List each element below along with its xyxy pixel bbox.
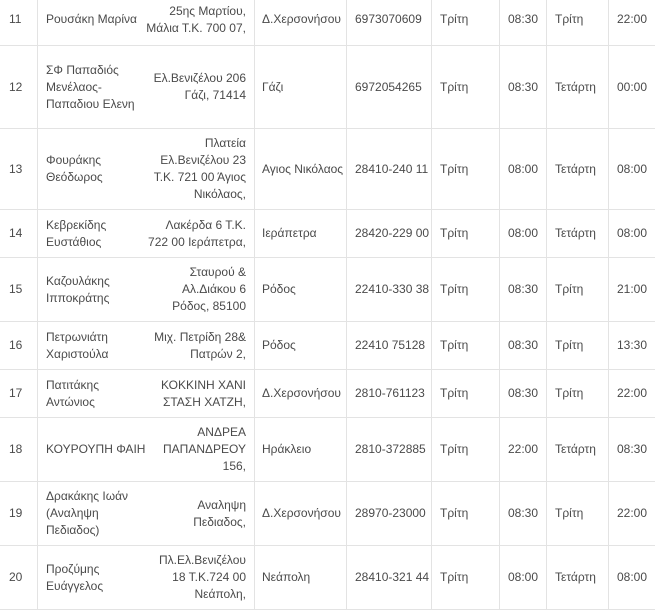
day-to-text: Τετάρτη (555, 442, 596, 456)
cell-pharmacist-name (46, 46, 146, 128)
cell-day-to (555, 370, 609, 417)
pharmacist-name-text: Φουράκης Θεόδωρος (46, 153, 103, 184)
pharmacist-name-text: Ρουσάκη Μαρίνα (46, 12, 137, 26)
cell-area (262, 129, 346, 209)
table-row (0, 418, 655, 482)
day-to-text: Τρίτη (555, 386, 584, 400)
column-divider (37, 370, 38, 417)
cell-area (262, 210, 346, 257)
column-divider (431, 46, 432, 128)
day-from-text: Τρίτη (440, 282, 469, 296)
cell-time-to (617, 129, 655, 209)
cell-phone (355, 0, 431, 45)
cell-time-to (617, 546, 655, 609)
cell-row-number (9, 258, 33, 321)
cell-pharmacist-name (46, 482, 146, 545)
column-divider (346, 370, 347, 417)
area-text: Δ.Χερσονήσου (262, 386, 341, 400)
cell-row-number (9, 482, 33, 545)
day-from-text: Τρίτη (440, 12, 469, 26)
column-divider (431, 129, 432, 209)
column-divider (37, 0, 38, 45)
cell-time-to (617, 0, 655, 45)
cell-time-to (617, 370, 655, 417)
cell-time-from (508, 322, 548, 369)
cell-day-to (555, 129, 609, 209)
address-text: 25ης Μαρτίου, Μάλια Τ.Κ. 700 07, (146, 3, 246, 35)
table-row (0, 482, 655, 546)
cell-time-from (508, 482, 548, 545)
day-from-text: Τρίτη (440, 570, 469, 584)
time-to-text: 08:00 (617, 226, 648, 240)
cell-day-from (440, 210, 500, 257)
cell-day-to (555, 46, 609, 128)
cell-time-to (617, 482, 655, 545)
cell-phone (355, 210, 431, 257)
area-text: Νεάπολη (262, 570, 311, 584)
time-to-text: 22:00 (617, 12, 648, 26)
column-divider (37, 258, 38, 321)
cell-time-to (617, 322, 655, 369)
pharmacist-name-text: ΚΟΥΡΟΥΠΗ ΦΑΙΗ (46, 442, 146, 456)
cell-row-number (9, 322, 33, 369)
cell-day-to (555, 546, 609, 609)
day-from-text: Τρίτη (440, 226, 469, 240)
cell-day-from (440, 0, 500, 45)
cell-address (146, 258, 246, 321)
cell-time-from (508, 258, 548, 321)
column-divider (431, 322, 432, 369)
cell-phone (355, 370, 431, 417)
time-from-text: 08:30 (508, 338, 539, 352)
time-from-text: 08:00 (508, 161, 539, 176)
cell-phone (355, 546, 431, 609)
pharmacist-name-text: Καζουλάκης Ιπποκράτης (46, 273, 110, 305)
row-number-text: 11 (9, 12, 22, 26)
cell-area (262, 418, 346, 481)
column-divider (431, 546, 432, 609)
day-to-text: Τετάρτη (555, 226, 596, 240)
column-divider (346, 129, 347, 209)
cell-phone (355, 322, 431, 369)
time-from-text: 08:30 (508, 506, 539, 520)
time-to-text: 08:30 (617, 442, 648, 456)
column-divider (254, 129, 255, 209)
row-number-text: 17 (9, 386, 23, 400)
row-number-text: 13 (9, 161, 23, 176)
column-divider (37, 322, 38, 369)
time-to-text: 08:00 (617, 161, 648, 176)
column-divider (431, 210, 432, 257)
cell-day-to (555, 258, 609, 321)
day-from-text: Τρίτη (440, 506, 469, 520)
cell-pharmacist-name (46, 210, 146, 257)
column-divider (346, 546, 347, 609)
time-from-text: 08:30 (508, 12, 539, 26)
day-from-text: Τρίτη (440, 338, 469, 352)
time-from-text: 08:30 (508, 79, 539, 94)
column-divider (431, 418, 432, 481)
table-row (0, 0, 655, 46)
time-to-text: 13:30 (617, 338, 648, 352)
cell-pharmacist-name (46, 546, 146, 609)
pharmacist-name-text: Πατιτάκης Αντώνιος (46, 377, 99, 409)
cell-time-from (508, 0, 548, 45)
cell-row-number (9, 210, 33, 257)
cell-pharmacist-name (46, 418, 146, 481)
cell-day-to (555, 322, 609, 369)
cell-time-from (508, 546, 548, 609)
cell-day-to (555, 0, 609, 45)
phone-text: 2810-761123 (355, 386, 425, 400)
cell-time-to (617, 258, 655, 321)
day-from-text: Τρίτη (440, 442, 469, 456)
column-divider (37, 129, 38, 209)
time-to-text: 22:00 (617, 506, 648, 520)
row-number-text: 19 (9, 506, 23, 520)
address-text: Μιχ. Πετρίδη 28& Πατρών 2, (154, 329, 246, 361)
cell-time-to (617, 46, 655, 128)
table-row (0, 46, 655, 129)
pharmacist-name-text: Προζύμης Ευάγγελος (46, 561, 104, 593)
address-text: ΚΟΚΚΙΝΗ ΧΑΝΙ ΣΤΑΣΗ ΧΑΤΖΗ, (161, 377, 246, 409)
table-row (0, 258, 655, 322)
phone-text: 6973070609 (355, 12, 422, 26)
cell-address (146, 546, 246, 609)
cell-address (146, 0, 246, 45)
day-from-text: Τρίτη (440, 161, 469, 176)
cell-area (262, 370, 346, 417)
time-from-text: 08:00 (508, 570, 539, 584)
cell-pharmacist-name (46, 370, 146, 417)
column-divider (37, 210, 38, 257)
column-divider (346, 258, 347, 321)
area-text: Ρόδος (262, 338, 296, 352)
cell-time-from (508, 418, 548, 481)
address-text: Ελ.Βενιζέλου 206 Γάζι, 71414 (153, 71, 246, 102)
column-divider (254, 546, 255, 609)
cell-day-to (555, 482, 609, 545)
cell-row-number (9, 46, 33, 128)
cell-pharmacist-name (46, 322, 146, 369)
phone-text: 28970-23000 (355, 506, 426, 520)
area-text: Δ.Χερσονήσου (262, 506, 341, 520)
cell-day-from (440, 322, 500, 369)
day-to-text: Τρίτη (555, 282, 584, 296)
time-from-text: 08:00 (508, 226, 539, 240)
cell-phone (355, 418, 431, 481)
cell-day-to (555, 418, 609, 481)
column-divider (254, 482, 255, 545)
column-divider (346, 210, 347, 257)
time-from-text: 08:30 (508, 386, 539, 400)
area-text: Γάζι (262, 79, 284, 94)
cell-day-from (440, 546, 500, 609)
cell-phone (355, 46, 431, 128)
cell-pharmacist-name (46, 129, 146, 209)
day-to-text: Τετάρτη (555, 161, 596, 176)
cell-address (146, 322, 246, 369)
pharmacist-name-text: Δρακάκης Ιωάν (Αναληψη Πεδιαδος) (46, 489, 129, 537)
day-from-text: Τρίτη (440, 79, 469, 94)
row-number-text: 15 (9, 282, 23, 296)
address-text: Πλ.Ελ.Βενιζέλου 18 Τ.Κ.724 00 Νεάπολη, (158, 553, 246, 601)
cell-phone (355, 482, 431, 545)
column-divider (254, 0, 255, 45)
cell-address (146, 418, 246, 481)
day-to-text: Τρίτη (555, 12, 584, 26)
cell-pharmacist-name (46, 0, 146, 45)
row-number-text: 16 (9, 338, 23, 352)
cell-day-from (440, 482, 500, 545)
pharmacist-name-text: Πετρωνιάτη Χαριστούλα (46, 329, 109, 361)
column-divider (254, 258, 255, 321)
column-divider (346, 0, 347, 45)
column-divider (37, 546, 38, 609)
pharmacist-name-text: Κεβρεκίδης Ευστάθιος (46, 217, 107, 249)
column-divider (431, 0, 432, 45)
row-number-text: 14 (9, 226, 23, 240)
cell-day-from (440, 418, 500, 481)
area-text: Δ.Χερσονήσου (262, 12, 341, 26)
cell-time-from (508, 129, 548, 209)
day-to-text: Τρίτη (555, 338, 584, 352)
time-to-text: 21:00 (617, 282, 648, 296)
cell-address (146, 46, 246, 128)
area-text: Ιεράπετρα (262, 226, 317, 240)
cell-address (146, 370, 246, 417)
column-divider (346, 46, 347, 128)
address-text: Πλατεία Ελ.Βενιζέλου 23 Τ.Κ. 721 00 Άγιος Νικόλαος, (153, 136, 246, 201)
column-divider (37, 482, 38, 545)
cell-area (262, 322, 346, 369)
day-to-text: Τρίτη (555, 506, 584, 520)
cell-time-from (508, 46, 548, 128)
cell-address (146, 129, 246, 209)
phone-text: 6972054265 (355, 79, 422, 94)
address-text: Σταυρού & Αλ.Διάκου 6 Ρόδος, 85100 (172, 265, 246, 313)
cell-time-from (508, 370, 548, 417)
column-divider (431, 370, 432, 417)
column-divider (431, 482, 432, 545)
cell-row-number (9, 0, 33, 45)
phone-text: 28420-229 00 (355, 226, 430, 240)
pharmacist-name-text: ΣΦ Παπαδιός Μενέλαος-Παπαδιου Ελενη (46, 62, 135, 111)
cell-address (146, 482, 246, 545)
cell-time-to (617, 210, 655, 257)
time-to-text: 22:00 (617, 386, 648, 400)
cell-day-to (555, 210, 609, 257)
cell-pharmacist-name (46, 258, 146, 321)
phone-text: 22410-330 38 (355, 282, 430, 296)
day-from-text: Τρίτη (440, 386, 469, 400)
column-divider (254, 370, 255, 417)
cell-day-from (440, 46, 500, 128)
cell-time-to (617, 418, 655, 481)
table-row (0, 546, 655, 610)
address-text: ΑΝΔΡΕΑ ΠΑΠΑΝΔΡΕΟΥ 156, (163, 425, 246, 473)
cell-area (262, 546, 346, 609)
column-divider (37, 418, 38, 481)
cell-area (262, 482, 346, 545)
table-row (0, 210, 655, 258)
cell-day-from (440, 370, 500, 417)
cell-row-number (9, 546, 33, 609)
phone-text: 22410 75128 (355, 338, 426, 352)
column-divider (346, 482, 347, 545)
area-text: Ρόδος (262, 282, 296, 296)
column-divider (254, 46, 255, 128)
area-text: Ηράκλειο (262, 442, 312, 456)
column-divider (254, 322, 255, 369)
cell-row-number (9, 129, 33, 209)
cell-day-from (440, 129, 500, 209)
phone-text: 2810-372885 (355, 442, 426, 456)
time-from-text: 08:30 (508, 282, 539, 296)
day-to-text: Τετάρτη (555, 79, 596, 94)
day-to-text: Τετάρτη (555, 570, 596, 584)
cell-address (146, 210, 246, 257)
time-from-text: 22:00 (508, 442, 539, 456)
cell-phone (355, 258, 431, 321)
column-divider (37, 46, 38, 128)
column-divider (254, 210, 255, 257)
cell-area (262, 46, 346, 128)
cell-row-number (9, 370, 33, 417)
cell-area (262, 0, 346, 45)
cell-area (262, 258, 346, 321)
row-number-text: 12 (9, 79, 23, 94)
table-row (0, 322, 655, 370)
time-to-text: 00:00 (617, 79, 648, 94)
cell-day-from (440, 258, 500, 321)
cell-phone (355, 129, 431, 209)
column-divider (346, 322, 347, 369)
table-row (0, 370, 655, 418)
column-divider (431, 258, 432, 321)
row-number-text: 18 (9, 442, 23, 456)
address-text: Λακέρδα 6 Τ.Κ. 722 00 Ιεράπετρα, (148, 217, 246, 249)
phone-text: 28410-321 44 (355, 570, 430, 584)
row-number-text: 20 (9, 570, 23, 584)
cell-row-number (9, 418, 33, 481)
time-to-text: 08:00 (617, 570, 648, 584)
cell-time-from (508, 210, 548, 257)
address-text: Αναληψη Πεδιαδος, (193, 497, 246, 529)
phone-text: 28410-240 11 (355, 161, 429, 176)
area-text: Αγιος Νικόλαος (262, 161, 344, 176)
column-divider (346, 418, 347, 481)
table-row (0, 129, 655, 210)
column-divider (254, 418, 255, 481)
